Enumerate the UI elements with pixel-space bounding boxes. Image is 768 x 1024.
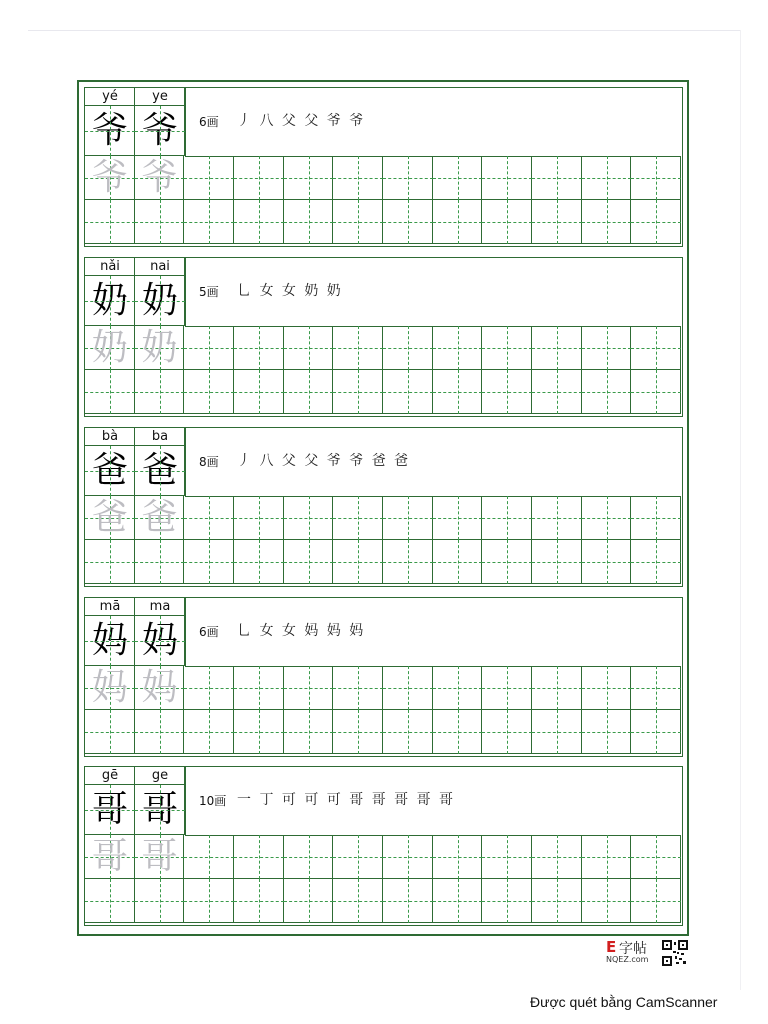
guide-line-v [209,835,210,879]
guide-line-v [309,879,310,923]
guide-line-v [408,156,409,200]
scanner-watermark: Được quét bằng CamScanner [530,994,718,1010]
brand-logo [606,938,686,968]
guide-line-v [557,370,558,414]
model-character: 爷 [91,110,128,151]
guide-line-v [209,710,210,754]
guide-line-v [507,156,508,200]
trace-character: 妈 [141,667,178,708]
model-character: 哥 [91,789,128,830]
guide-line-v [110,616,111,666]
guide-line-v [458,835,459,879]
guide-line-v [160,106,161,156]
guide-line-v [408,835,409,879]
guide-line-v [656,879,657,923]
guide-line-v [458,540,459,584]
stroke-count: 6画 [199,625,219,639]
guide-line-v [656,326,657,370]
stroke-order-sequence: 一 丁 可 可 可 哥 哥 哥 哥 哥 [237,792,456,808]
model-character: 哥 [141,789,178,830]
guide-line-v [309,710,310,754]
pinyin-label: nai [150,259,170,274]
paper-edge [28,30,740,31]
guide-line-v [259,200,260,244]
guide-line-v [259,835,260,879]
model-character: 爸 [91,450,128,491]
guide-line-v [259,496,260,540]
qr-code-icon [662,940,688,966]
practice-row [84,427,683,587]
guide-line-v [358,326,359,370]
pinyin-label: ye [152,89,168,104]
guide-line-v [259,710,260,754]
guide-line-v [507,326,508,370]
guide-line-v [160,446,161,496]
stroke-order-sequence: 乚 女 女 奶 奶 [237,283,343,299]
guide-line-v [110,879,111,923]
guide-line-v [309,200,310,244]
guide-line-v [656,156,657,200]
guide-line-v [458,370,459,414]
guide-line-v [358,496,359,540]
trace-character: 奶 [91,327,128,368]
guide-line-v [458,666,459,710]
guide-line-v [408,879,409,923]
guide-line-v [209,540,210,584]
guide-line-v [309,666,310,710]
practice-row [84,597,683,757]
trace-character: 爷 [141,157,178,198]
guide-line-v [259,879,260,923]
header-left-divider [185,428,186,496]
trace-character: 爸 [91,497,128,538]
header-left-divider [185,88,186,156]
stroke-order-sequence: 丿 八 父 父 爷 爷 爸 爸 [237,453,411,469]
guide-line-v [656,666,657,710]
guide-line-v [209,200,210,244]
guide-line-v [557,666,558,710]
model-character: 奶 [91,280,128,321]
guide-line-v [557,156,558,200]
guide-line-v [358,879,359,923]
brand-zitie: 字帖 [619,941,647,957]
guide-line-v [259,326,260,370]
guide-line-v [209,496,210,540]
guide-line-v [607,370,608,414]
guide-line-v [557,496,558,540]
guide-line-v [110,446,111,496]
trace-character: 妈 [91,667,128,708]
brand-e: E [606,938,617,956]
guide-line-v [259,370,260,414]
trace-character: 爸 [141,497,178,538]
guide-line-v [160,276,161,326]
guide-line-v [656,540,657,584]
guide-line-v [458,879,459,923]
guide-line-v [507,540,508,584]
guide-line-v [458,710,459,754]
brand-url: NQEZ.com [606,955,649,964]
guide-line-v [607,835,608,879]
guide-line-v [507,710,508,754]
guide-line-v [259,666,260,710]
guide-line-v [259,156,260,200]
guide-line-v [110,710,111,754]
guide-line-v [110,106,111,156]
guide-line-v [557,540,558,584]
model-character: 爸 [141,450,178,491]
guide-line-v [309,835,310,879]
guide-line-v [656,200,657,244]
guide-line-v [458,496,459,540]
pinyin-label: gē [101,768,119,783]
guide-line-v [358,200,359,244]
stroke-count: 5画 [199,285,219,299]
guide-line-v [358,710,359,754]
guide-line-v [656,496,657,540]
guide-line-v [259,540,260,584]
guide-line-v [160,370,161,414]
pinyin-label: mā [99,599,121,614]
guide-line-v [160,200,161,244]
guide-line-v [110,276,111,326]
guide-line-v [408,370,409,414]
pinyin-label: ba [151,429,169,444]
guide-line-v [507,370,508,414]
guide-line-v [507,200,508,244]
worksheet [77,80,689,936]
pinyin-label: yé [102,89,118,104]
guide-line-v [607,540,608,584]
guide-line-v [209,326,210,370]
model-character: 妈 [141,620,178,661]
guide-line-v [408,540,409,584]
header-left-divider [185,598,186,666]
trace-character: 爷 [91,157,128,198]
guide-line-v [309,156,310,200]
guide-line-v [458,326,459,370]
stroke-order-sequence: 丿 八 父 父 爷 爷 [237,113,366,129]
stroke-count: 8画 [199,455,219,469]
guide-line-v [309,540,310,584]
guide-line-v [209,156,210,200]
guide-line-v [309,326,310,370]
guide-line-v [358,540,359,584]
guide-line-v [408,200,409,244]
header-left-divider [185,767,186,835]
pinyin-label: nǎi [100,259,120,274]
guide-line-v [358,156,359,200]
guide-line-v [309,370,310,414]
guide-line-v [408,496,409,540]
guide-line-v [607,326,608,370]
trace-character: 奶 [141,327,178,368]
guide-line-v [110,370,111,414]
guide-line-v [607,666,608,710]
guide-line-v [160,710,161,754]
practice-row [84,766,683,926]
guide-line-v [458,156,459,200]
guide-line-v [160,540,161,584]
header-left-divider [185,258,186,326]
model-character: 妈 [91,620,128,661]
practice-row [84,257,683,417]
guide-line-v [507,666,508,710]
guide-line-v [209,879,210,923]
guide-line-v [408,666,409,710]
guide-line-v [209,370,210,414]
guide-line-v [507,496,508,540]
pinyin-label: bà [101,429,119,444]
guide-line-v [507,835,508,879]
guide-line-v [110,540,111,584]
stroke-count: 10画 [199,794,227,808]
stroke-count: 6画 [199,115,219,129]
guide-line-v [209,666,210,710]
guide-line-v [507,879,508,923]
guide-line-v [160,879,161,923]
guide-line-v [557,879,558,923]
guide-line-v [607,496,608,540]
guide-line-v [458,200,459,244]
pinyin-label: ma [149,599,171,614]
guide-line-v [656,370,657,414]
guide-line-v [358,370,359,414]
guide-line-v [160,616,161,666]
practice-row [84,87,683,247]
guide-line-v [358,835,359,879]
guide-line-v [110,785,111,835]
trace-character: 哥 [91,836,128,877]
stroke-order-sequence: 乚 女 女 妈 妈 妈 [237,623,366,639]
guide-line-v [358,666,359,710]
trace-character: 哥 [141,836,178,877]
pinyin-label: ge [151,768,169,783]
guide-line-v [309,496,310,540]
guide-line-v [656,710,657,754]
guide-line-v [607,879,608,923]
guide-line-v [557,326,558,370]
model-character: 爷 [141,110,178,151]
guide-line-v [557,835,558,879]
guide-line-v [656,835,657,879]
model-character: 奶 [141,280,178,321]
guide-line-v [408,710,409,754]
guide-line-v [110,200,111,244]
guide-line-v [557,710,558,754]
guide-line-v [607,200,608,244]
guide-line-v [607,710,608,754]
guide-line-v [160,785,161,835]
paper-edge-right [740,30,741,990]
guide-line-v [557,200,558,244]
guide-line-v [408,326,409,370]
guide-line-v [607,156,608,200]
